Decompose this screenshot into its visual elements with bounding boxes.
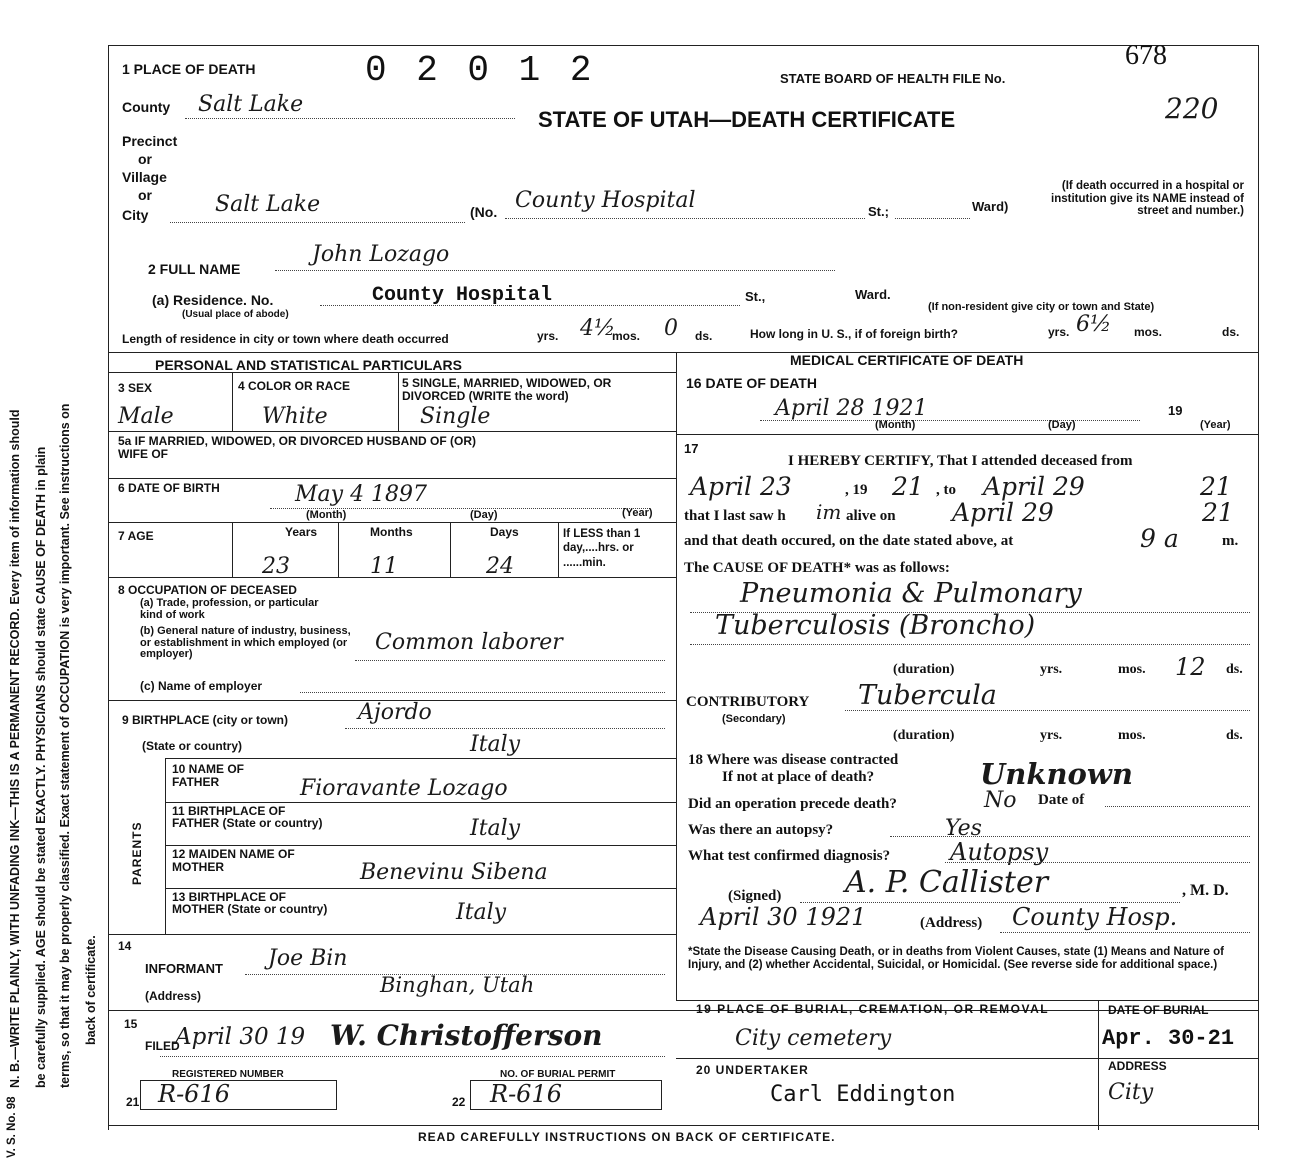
father-birthplace-label: 11 BIRTHPLACE OF FATHER (State or country) bbox=[172, 804, 323, 830]
hospital-note: (If death occurred in a hospital or institution give its NAME instead of street and number.) bbox=[1051, 180, 1244, 218]
side-instructions-1: N. B.—WRITE PLAINLY, WITH UNFADING INK—THIS IS A PERMANENT RECORD. Every item of information should bbox=[8, 409, 22, 1088]
last-saw-pronoun: im bbox=[816, 500, 842, 524]
parents-label: PARENTS bbox=[130, 821, 144, 885]
md-label: , M. D. bbox=[1182, 882, 1229, 899]
dob-month-label: (Month) bbox=[306, 509, 347, 521]
age-days-label: Days bbox=[490, 525, 519, 539]
autopsy-value: Yes bbox=[945, 816, 982, 841]
duration-label: (duration) bbox=[893, 662, 955, 677]
dob-year-label: (Year) bbox=[622, 507, 653, 519]
father-birthplace-value: Italy bbox=[470, 816, 521, 841]
contributory-value: Tubercula bbox=[858, 680, 997, 711]
filed-num: 15 bbox=[124, 1017, 138, 1031]
us-yrs-label: yrs. bbox=[1048, 325, 1070, 339]
or-label-1: or bbox=[138, 151, 152, 167]
length-mos-label: mos. bbox=[612, 329, 641, 343]
duration-2-label: (duration) bbox=[893, 728, 955, 743]
length-yrs-label: yrs. bbox=[537, 329, 559, 343]
residence-st-label: St., bbox=[745, 289, 766, 304]
side-instructions-2: be carefully supplied. AGE should be stated EXACTLY. PHYSICIANS should state CAUSE OF DEATH in plain bbox=[34, 446, 48, 1088]
us-mos-label: mos. bbox=[1134, 325, 1163, 339]
dod-month-label: (Month) bbox=[875, 419, 916, 431]
from-year-value: 21 bbox=[892, 472, 924, 501]
duration-mos-value: 12 bbox=[1175, 653, 1206, 681]
secondary-label: (Secondary) bbox=[722, 713, 786, 725]
father-name-value: Fioravante Lozago bbox=[300, 776, 508, 801]
signed-label: (Signed) bbox=[728, 888, 782, 904]
operation-value: No bbox=[984, 788, 1017, 813]
physician-signature: A. P. Callister bbox=[845, 865, 1049, 900]
burial-date-value: Apr. 30-21 bbox=[1102, 1026, 1235, 1051]
father-name-label: 10 NAME OF FATHER bbox=[172, 762, 245, 789]
dod-day-label: (Day) bbox=[1048, 419, 1076, 431]
to-label: , to bbox=[936, 482, 956, 498]
certificate-number: 0 2 0 1 2 bbox=[365, 50, 596, 91]
registered-number-label: REGISTERED NUMBER bbox=[172, 1069, 284, 1080]
cause-of-death-label: The CAUSE OF DEATH* was as follows: bbox=[684, 560, 950, 576]
city-value: Salt Lake bbox=[215, 192, 321, 217]
certify-text: I HEREBY CERTIFY, That I attended deceased from bbox=[788, 453, 1133, 469]
informant-address-value: Binghan, Utah bbox=[380, 973, 535, 997]
place-of-death-label: 1 PLACE OF DEATH bbox=[122, 61, 256, 77]
birthplace-state-label: (State or country) bbox=[142, 739, 243, 753]
mother-birthplace-value: Italy bbox=[456, 900, 507, 925]
occupation-a-label: (a) Trade, profession, or particular kind of work bbox=[140, 597, 319, 621]
side-instructions-4: back of certificate. bbox=[84, 935, 98, 1045]
burial-place-label: 19 PLACE OF BURIAL, CREMATION, OR REMOVAL bbox=[696, 1002, 1050, 1016]
cause-line-1: Pneumonia & Pulmonary bbox=[740, 578, 1082, 609]
residence-sub: (Usual place of abode) bbox=[182, 309, 289, 320]
residence-value: County Hospital bbox=[372, 284, 553, 307]
informant-num: 14 bbox=[118, 939, 132, 953]
color-label: 4 COLOR OR RACE bbox=[238, 379, 351, 393]
burial-place-value: City cemetery bbox=[735, 1026, 892, 1051]
occurred-label: and that death occured, on the date stated above, at bbox=[684, 533, 1014, 549]
color-value: White bbox=[262, 404, 328, 429]
hospital-name: County Hospital bbox=[515, 188, 696, 213]
cause-line-2: Tuberculosis (Broncho) bbox=[715, 610, 1036, 641]
nonresident-note: (If non-resident give city or town and State) bbox=[928, 301, 1155, 313]
city-label: City bbox=[122, 207, 149, 223]
undertaker-value: Carl Eddington bbox=[770, 1082, 956, 1107]
duration-2-yrs-label: yrs. bbox=[1040, 728, 1063, 743]
county-value: Salt Lake bbox=[198, 92, 304, 117]
certificate-title: STATE OF UTAH—DEATH CERTIFICATE bbox=[538, 107, 956, 132]
time-of-death-value: 9 a bbox=[1140, 524, 1179, 553]
mother-birthplace-label: 13 BIRTHPLACE OF MOTHER (State or country) bbox=[172, 890, 328, 916]
am-pm-label: m. bbox=[1222, 533, 1239, 549]
alive-year-value: 21 bbox=[1202, 498, 1234, 527]
center-divider bbox=[676, 352, 677, 1000]
physician-address-value: County Hosp. bbox=[1012, 903, 1178, 931]
burial-permit-num: 22 bbox=[452, 1095, 466, 1109]
undertaker-label: 20 UNDERTAKER bbox=[696, 1063, 809, 1077]
contributory-label: CONTRIBUTORY bbox=[686, 694, 810, 710]
age-years-value: 23 bbox=[262, 554, 290, 579]
occupation-b-value: Common laborer bbox=[375, 630, 563, 655]
dod-nineteen: 19 bbox=[1168, 403, 1183, 418]
registered-value: R-616 bbox=[158, 1080, 230, 1108]
birthplace-label: 9 BIRTHPLACE (city or town) bbox=[122, 713, 289, 727]
informant-address-label: (Address) bbox=[145, 989, 202, 1003]
less-than-label: If LESS than 1 day,....hrs. or ......min. bbox=[563, 528, 641, 569]
length-mos-value: 0 bbox=[664, 316, 678, 341]
employer-label: (c) Name of employer bbox=[140, 679, 263, 693]
file-no-value: 678 bbox=[1125, 40, 1167, 71]
occupation-label: 8 OCCUPATION OF DECEASED bbox=[118, 583, 297, 597]
item-17-num: 17 bbox=[684, 441, 699, 456]
age-label: 7 AGE bbox=[118, 529, 154, 543]
alive-on-label: alive on bbox=[846, 508, 896, 524]
ward-label: Ward) bbox=[972, 199, 1009, 214]
where-contracted-label: 18 Where was disease contracted bbox=[688, 752, 899, 768]
informant-value: Joe Bin bbox=[268, 946, 348, 971]
test-confirmed-label: What test confirmed diagnosis? bbox=[688, 848, 891, 864]
side-instructions-3: terms, so that it may be properly classified. Exact statement of OCCUPATION is very important. See instructions on bbox=[58, 403, 72, 1088]
filed-label: FILED bbox=[145, 1039, 180, 1053]
burial-address-value: City bbox=[1108, 1080, 1154, 1105]
file-no-value-2: 220 bbox=[1165, 92, 1219, 125]
burial-permit-label: NO. OF BURIAL PERMIT bbox=[500, 1069, 616, 1080]
registered-num: 21 bbox=[126, 1095, 140, 1109]
test-confirmed-value: Autopsy bbox=[950, 838, 1049, 866]
to-year-value: 21 bbox=[1200, 472, 1232, 501]
side-vs-number: V. S. No. 98 bbox=[6, 1096, 18, 1158]
birthplace-country: Italy bbox=[470, 732, 521, 757]
personal-heading: PERSONAL AND STATISTICAL PARTICULARS bbox=[155, 357, 462, 373]
registrar-signature: W. Christofferson bbox=[330, 1019, 603, 1052]
us-yrs-value: 6½ bbox=[1076, 312, 1112, 337]
street-label: St.; bbox=[868, 204, 889, 219]
left-border bbox=[108, 45, 109, 1130]
medical-footnote: *State the Disease Causing Death, or in deaths from Violent Causes, state (1) Means and Nature of Injury, and (2) whether Accidental, Suicidal, or Homicidal. (See reverse side for additional space.) bbox=[688, 946, 1224, 971]
attended-to-value: April 29 bbox=[983, 472, 1085, 501]
or-label-2: or bbox=[138, 187, 152, 203]
full-name-value: John Lozago bbox=[312, 242, 450, 267]
occupation-b-label: (b) General nature of industry, business, or establishment in which employed (or employer) bbox=[140, 625, 351, 661]
right-border bbox=[1258, 45, 1259, 1130]
single-value: Single bbox=[420, 404, 491, 429]
informant-label: INFORMANT bbox=[145, 961, 223, 976]
attended-from-value: April 23 bbox=[690, 472, 792, 501]
duration-2-ds-label: ds. bbox=[1226, 728, 1243, 743]
dob-day-label: (Day) bbox=[470, 509, 498, 521]
signature-date: April 30 1921 bbox=[700, 903, 867, 931]
footer-instructions: READ CAREFULLY INSTRUCTIONS ON BACK OF CERTIFICATE. bbox=[418, 1130, 836, 1144]
county-label: County bbox=[122, 99, 171, 115]
file-no-label: STATE BOARD OF HEALTH FILE No. bbox=[780, 71, 1006, 86]
age-months-label: Months bbox=[370, 525, 413, 539]
single-label: 5 SINGLE, MARRIED, WIDOWED, OR DIVORCED (WRITE the word) bbox=[402, 376, 612, 403]
street-no-label: (No. bbox=[470, 204, 498, 220]
autopsy-label: Was there an autopsy? bbox=[688, 822, 834, 838]
burial-date-label: DATE OF BURIAL bbox=[1108, 1003, 1209, 1017]
duration-mos-label: mos. bbox=[1118, 662, 1146, 677]
age-days-value: 24 bbox=[486, 554, 514, 579]
residence-label: (a) Residence. No. bbox=[152, 292, 274, 308]
date-of-death-label: 16 DATE OF DEATH bbox=[686, 375, 817, 391]
date-of-label: Date of bbox=[1038, 792, 1085, 808]
age-months-value: 11 bbox=[370, 554, 398, 579]
burial-permit-value: R-616 bbox=[490, 1080, 562, 1108]
physician-address-label: (Address) bbox=[920, 915, 983, 931]
length-ds-label: ds. bbox=[695, 329, 713, 343]
dod-year-label: (Year) bbox=[1200, 419, 1231, 431]
us-ds-label: ds. bbox=[1222, 325, 1240, 339]
where-contracted-sub: If not at place of death? bbox=[722, 769, 875, 785]
date-of-death-value: April 28 1921 bbox=[775, 396, 928, 421]
length-yrs-value: 4½ bbox=[580, 316, 616, 341]
mother-name-value: Benevinu Sibena bbox=[360, 860, 548, 885]
residence-ward-label: Ward. bbox=[855, 287, 891, 302]
sex-value: Male bbox=[118, 404, 174, 429]
mother-name-label: 12 MAIDEN NAME OF MOTHER bbox=[172, 847, 295, 874]
full-name-label: 2 FULL NAME bbox=[148, 261, 241, 277]
duration-2-mos-label: mos. bbox=[1118, 728, 1146, 743]
birthplace-city: Ajordo bbox=[358, 700, 432, 725]
age-years-label: Years bbox=[285, 525, 318, 539]
alive-on-value: April 29 bbox=[952, 498, 1054, 527]
burial-address-label: ADDRESS bbox=[1108, 1059, 1167, 1073]
from-19-label: , 19 bbox=[845, 482, 868, 498]
sex-label: 3 SEX bbox=[118, 381, 153, 395]
medical-heading: MEDICAL CERTIFICATE OF DEATH bbox=[790, 352, 1024, 368]
duration-ds-label: ds. bbox=[1226, 662, 1243, 677]
duration-yrs-label: yrs. bbox=[1040, 662, 1063, 677]
last-saw-label: that I last saw h bbox=[684, 508, 786, 524]
top-border bbox=[108, 45, 1258, 46]
dob-value: May 4 1897 bbox=[295, 482, 428, 507]
precinct-label: Precinct bbox=[122, 133, 178, 149]
where-contracted-value: Unknown bbox=[980, 757, 1133, 791]
length-residence-label: Length of residence in city or town where death occurred bbox=[122, 332, 449, 346]
spouse-label: 5a IF MARRIED, WIDOWED, OR DIVORCED HUSBAND OF (OR) WIFE OF bbox=[118, 434, 477, 461]
village-label: Village bbox=[122, 169, 167, 185]
operation-label: Did an operation precede death? bbox=[688, 796, 897, 812]
dob-label: 6 DATE OF BIRTH bbox=[118, 481, 220, 495]
filed-value: April 30 19 bbox=[175, 1024, 306, 1050]
how-long-us-label: How long in U. S., if of foreign birth? bbox=[750, 327, 958, 341]
